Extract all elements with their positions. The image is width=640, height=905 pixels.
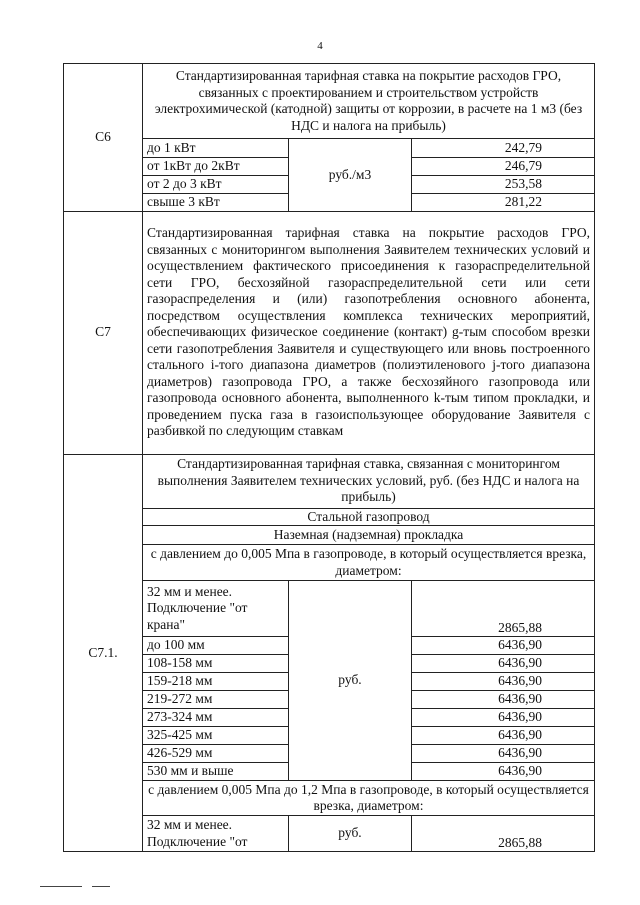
c6-row-value: 253,58 [412,175,595,193]
c71-row-label: 108-158 мм [143,655,289,673]
c6-row-value: 281,22 [412,193,595,211]
c71-row-value: 6436,90 [412,745,595,763]
c71-pressure2-row [64,781,595,816]
c6-row-label: от 1кВт до 2кВт [143,158,289,176]
c71-row-label: до 100 мм [143,637,289,655]
c71-code: С7.1. [64,454,143,852]
c71-row-value: 6436,90 [412,673,595,691]
c71-row-value: 6436,90 [412,637,595,655]
c71-row-label: 426-529 мм [143,745,289,763]
table-row [64,139,595,158]
c7-code: С7 [64,211,143,454]
c71-laying-row [64,526,595,545]
c71-laying: Наземная (надземная) прокладка [143,526,595,545]
c71-row-value: 6436,90 [412,763,595,781]
c71-pipe-type: Стальной газопровод [143,508,595,526]
c6-row-label: до 1 кВт [143,139,289,158]
c71-row-label: 325-425 мм [143,727,289,745]
c6-title-row [64,64,595,139]
c7-row [64,211,595,454]
c6-row-value: 242,79 [412,139,595,158]
c71-pressure2: с давлением 0,005 Мпа до 1,2 Мпа в газопроводе, в который осуществляется врезка, диаметром: [143,781,595,816]
c71-row-label: 159-218 мм [143,673,289,691]
c6-row-label: свыше 3 кВт [143,193,289,211]
c6-row-value: 246,79 [412,158,595,176]
c71-last-unit: руб. [289,816,412,852]
c71-last-value: 2865,88 [412,816,595,852]
c71-row-value: 6436,90 [412,709,595,727]
c71-unit: руб. [289,581,412,781]
c71-pressure1: с давлением до 0,005 Мпа в газопроводе, в который осуществляется врезка, диаметром: [143,545,595,581]
c71-row-value: 6436,90 [412,655,595,673]
table-row [64,581,595,637]
c71-first-label: 32 мм и менее. Подключение "от крана" [143,581,289,637]
c6-unit: руб./м3 [289,139,412,212]
c71-pressure1-row [64,545,595,581]
c6-code: С6 [64,64,143,212]
c71-first-value: 2865,88 [412,581,595,637]
c71-title: Стандартизированная тарифная ставка, связанная с мониторингом выполнения Заявителем технических условий, руб. (без НДС и налога на прибыль) [143,454,595,508]
c71-row-value: 6436,90 [412,691,595,709]
table-row [64,816,595,852]
page-number: 4 [317,40,323,52]
c71-row-label: 530 мм и выше [143,763,289,781]
footer-rule [40,886,82,887]
c71-row-label: 219-272 мм [143,691,289,709]
tariff-table [63,63,595,852]
c7-text: Стандартизированная тарифная ставка на покрытие расходов ГРО, связанных с мониторингом выполнения Заявителем технических условий и осуществлением фактического присоединения к газораспределительной сети ГРО, бесхозяйной газораспределительной сети или сети газораспределения и (или) газопотребления основного абонента, посредством осуществления комплекса технических мероприятий, обеспечивающих физическое соединение (контакт) g-тым способом врезки сети газопотребления Заявителя и существующего или вновь построенного стального i-того диапазона диаметров (полиэтиленового j-того диапазона диаметров) газопровода ГРО, а также бесхозяйного газопровода или газопровода основного абонента, выполненного k-тым типом прокладки, и проведением пуска газа в газоиспользующее оборудование Заявителя с разбивкой по следующим ставкам [143,211,595,454]
c71-pipe-row [64,508,595,526]
c71-last-label: 32 мм и менее. Подключение "от [143,816,289,852]
c71-row-value: 6436,90 [412,727,595,745]
c71-title-row [64,454,595,508]
footer-rule [92,886,110,887]
c6-row-label: от 2 до 3 кВт [143,175,289,193]
c71-row-label: 273-324 мм [143,709,289,727]
c6-title: Стандартизированная тарифная ставка на покрытие расходов ГРО, связанных с проектированием и строительством устройств электрохимической (катодной) защиты от коррозии, в расчете на 1 м3 (без НДС и налога на прибыль) [143,64,595,139]
